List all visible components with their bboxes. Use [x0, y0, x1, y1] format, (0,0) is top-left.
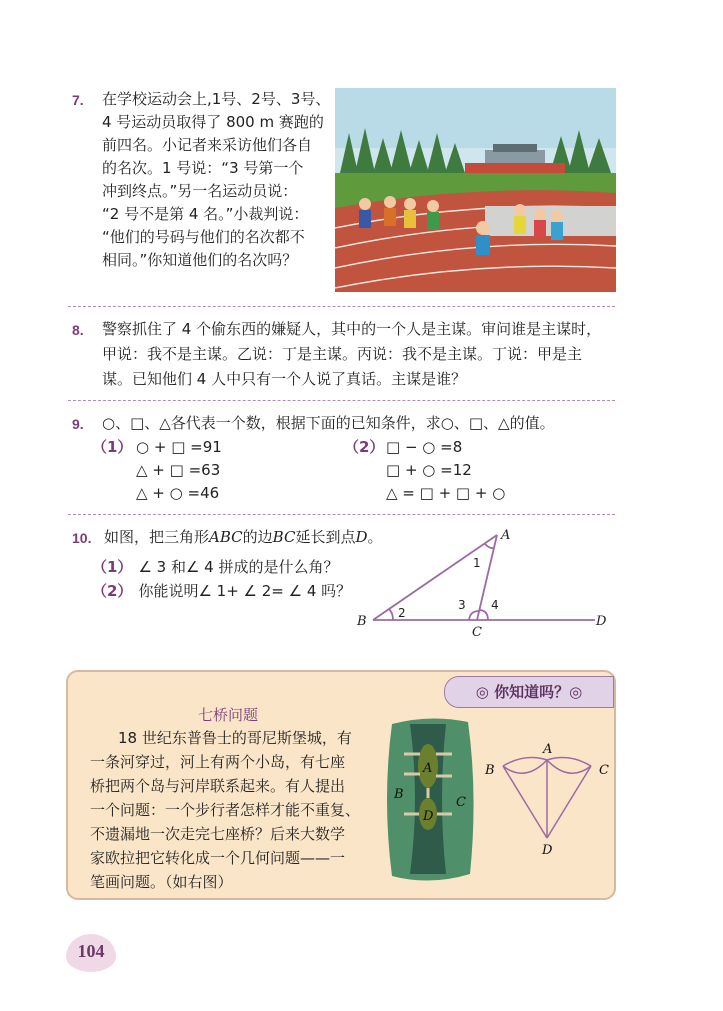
graph-edge	[547, 758, 591, 766]
divider	[68, 400, 615, 401]
map-label-b: B	[394, 787, 404, 802]
graph-label-c: C	[599, 763, 609, 778]
question-7-line: “他们的号码与他们的名次都不	[102, 228, 305, 246]
part-text: 你能说明∠ 1+ ∠ 2= ∠ 4 吗？	[138, 582, 352, 600]
vertex-b-label: B	[357, 614, 367, 629]
question-8-line: 甲说：我不是主谋。乙说：丁是主谋。丙说：我不是主谋。丁说：甲是主	[102, 345, 583, 363]
banner-text: ◎ 你知道吗？◎	[475, 683, 583, 701]
info-title: 七桥问题	[198, 706, 259, 724]
angle-4-arc	[480, 610, 488, 620]
point-d-label: D	[596, 614, 607, 629]
question-7-number: 7.	[72, 92, 84, 108]
running-race-illustration	[335, 88, 616, 292]
angle-2-arc	[389, 609, 393, 620]
vertex-c-label: C	[472, 625, 482, 640]
info-line: 桥把两个岛与河岸联系起来。有人提出	[90, 777, 346, 795]
did-you-know-banner	[444, 676, 614, 708]
question-9-equation: △ + ○ =46	[136, 484, 220, 502]
divider	[68, 514, 615, 515]
part-label: （1）	[92, 558, 133, 576]
divider	[68, 306, 615, 307]
side-name: BC	[272, 528, 296, 546]
map-label-c: C	[456, 795, 466, 810]
info-line: 不遗漏地一次走完七座桥？后来大数学	[90, 825, 346, 843]
graph-edge	[503, 766, 547, 838]
part-text: ∠ 3 和∠ 4 拼成的是什么角？	[138, 558, 339, 576]
info-line: 笔画问题。（如右图）	[90, 873, 233, 891]
question-9-equation: ○ + □ =91	[136, 438, 222, 456]
question-10-part2	[92, 580, 351, 602]
map-label-a: A	[423, 761, 433, 776]
info-text	[90, 726, 380, 894]
question-9-intro: ○、□、△各代表一个数，根据下面的已知条件，求○、□、△的值。	[102, 414, 555, 432]
question-9-number: 9.	[72, 416, 84, 432]
question-8-line: 警察抓住了 4 个偷东西的嫌疑人，其中的一个人是主谋。审问谁是主谋时，	[102, 320, 602, 338]
info-line: 一个问题：一个步行者怎样才能不重复、	[90, 801, 361, 819]
question-8-number: 8.	[72, 322, 84, 338]
map-label-d: D	[423, 809, 434, 824]
graph-label-d: D	[542, 843, 553, 858]
angle-1-arc	[485, 544, 494, 548]
graph-label-a: A	[543, 742, 553, 757]
vertex-a-label: A	[501, 528, 511, 543]
info-line: 18 世纪东普鲁士的哥尼斯堡城，有	[118, 729, 352, 747]
question-9-equation: □ + ○ =12	[386, 461, 472, 479]
question-7-line: 在学校运动会上,1号、2号、3号、	[102, 90, 331, 108]
question-9-equation: △ = □ + □ + ○	[386, 484, 506, 502]
question-10-part1	[92, 556, 339, 578]
question-8-line: 谋。已知他们 4 人中只有一个人说了真话。主谋是谁？	[102, 370, 467, 388]
graph-edge	[547, 766, 591, 838]
question-9-part1-label: （1）	[92, 438, 133, 456]
konigsberg-graph	[483, 738, 613, 860]
question-7-line: 相同。”你知道他们的名次吗？	[102, 251, 298, 269]
question-7-line: 前四名。小记者来采访他们各自	[102, 136, 313, 154]
question-10-intro	[104, 526, 383, 548]
question-7-line: 冲到终点。”另一名运动员说：	[102, 182, 298, 200]
angle-4-label: 4	[491, 598, 499, 612]
question-10-intro-text: 的边	[242, 528, 273, 546]
triangle-name: ABC	[209, 528, 243, 546]
graph-edge	[503, 758, 547, 766]
point-name: D	[355, 528, 368, 546]
question-7-line: “2 号不是第 4 名。”小裁判说：	[102, 205, 309, 223]
info-line: 一条河穿过，河上有两个小岛，有七座	[90, 753, 346, 771]
question-10-intro-text: 延长到点	[295, 528, 356, 546]
triangle-figure	[345, 525, 620, 640]
page-number: 104	[77, 941, 105, 961]
angle-1-label: 1	[473, 556, 481, 570]
angle-3-label: 3	[458, 598, 466, 612]
side-ab	[373, 535, 497, 620]
graph-label-b: B	[485, 763, 495, 778]
question-9-equation: △ + □ =63	[136, 461, 221, 479]
part-label: （2）	[92, 582, 133, 600]
question-10-intro-text: 。	[367, 528, 383, 546]
question-7-line: 4 号运动员取得了 800 m 赛跑的	[102, 113, 324, 131]
question-10-intro-text: 如图，把三角形	[104, 528, 210, 546]
question-9-part2-label: （2）	[344, 438, 385, 456]
question-10-number: 10.	[72, 530, 92, 546]
question-7-line: 的名次。1 号说：“3 号第一个	[102, 159, 304, 177]
angle-2-label: 2	[398, 606, 406, 620]
konigsberg-bridges-map	[380, 714, 480, 884]
info-line: 家欧拉把它转化成一个几何问题——一	[90, 849, 346, 867]
question-9-equation: □ − ○ =8	[386, 438, 463, 456]
